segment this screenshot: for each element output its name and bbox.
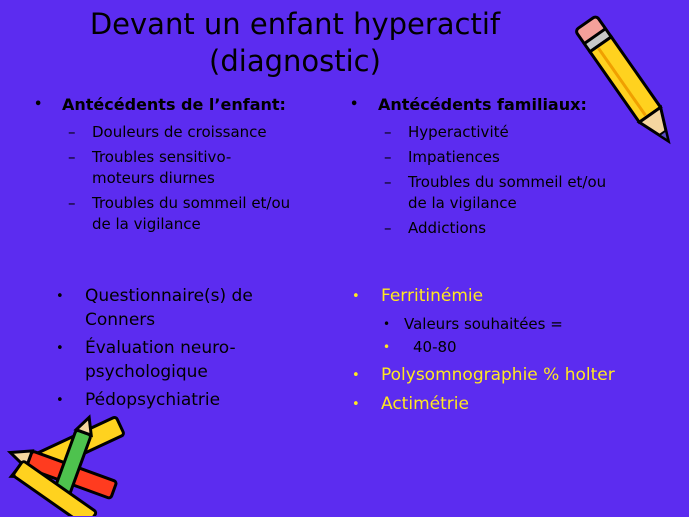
list-item [68,122,334,143]
bullet-icon: • [383,317,391,331]
list-item-text: Évaluation neuro- [85,338,236,358]
bullet-icon: • [352,397,360,412]
actimetry-item [352,392,652,417]
bullet-icon: • [56,289,64,304]
bullet-icon: • [34,97,43,112]
list-item [384,172,650,214]
desired-values-row [383,313,652,336]
polysomnography-item [352,363,652,388]
list-item [56,336,336,384]
list-item [384,218,650,239]
desired-values-range: 40-80 [413,338,457,356]
ferritin-item [352,284,652,309]
bullet-icon: • [56,341,64,356]
list-item-text: Questionnaire(s) de [85,286,253,306]
bullet-icon: • [352,368,360,383]
slide-title [60,6,530,80]
family-history-heading-text: Antécédents familiaux: [378,95,587,114]
bullet-icon: • [56,393,64,408]
ferritin-text: Ferritinémie [381,286,484,306]
child-history-section [34,94,334,239]
list-item [68,193,334,235]
dash-icon: – [384,148,392,166]
pencil-icon [570,2,685,162]
dash-icon: – [384,123,392,141]
tools-section [56,284,336,417]
child-history-heading-text: Antécédents de l’enfant: [62,95,286,114]
desired-values-label: Valeurs souhaitées = [404,315,563,333]
dash-icon: – [384,219,392,237]
title-line-1: Devant un enfant hyperactif [89,7,501,41]
dash-icon: – [384,173,392,191]
title-line-2: (diagnostic) [209,44,381,78]
bullet-icon: • [352,289,360,304]
dash-icon: – [68,194,76,212]
list-item-text: Douleurs de croissance [92,123,267,141]
list-item-text-cont: de la vigilance [408,194,517,212]
polysomnography-text: Polysomnographie % holter [381,365,615,385]
bullet-icon: • [383,340,391,354]
list-item-text: Pédopsychiatrie [85,390,221,410]
list-item [56,284,336,332]
list-item-text-cont: de la vigilance [92,215,201,233]
list-item-text: Troubles sensitivo- [92,148,232,166]
crayons-icon [0,410,140,516]
dash-icon: – [68,148,76,166]
list-item-text: Hyperactivité [408,123,509,141]
actimetry-text: Actimétrie [381,394,469,414]
list-item [68,147,334,189]
list-item-text: Troubles du sommeil et/ou [92,194,291,212]
list-item-text-cont: psychologique [85,362,208,382]
bullet-icon: • [350,97,359,112]
child-history-heading [34,94,334,116]
list-item-text: Impatiences [408,148,500,166]
exams-section [352,284,652,421]
desired-values-range-row [383,336,652,359]
list-item-text-cont: Conners [85,310,156,330]
list-item-text-cont: moteurs diurnes [92,169,215,187]
list-item-text: Troubles du sommeil et/ou [408,173,607,191]
dash-icon: – [68,123,76,141]
list-item-text: Addictions [408,219,487,237]
